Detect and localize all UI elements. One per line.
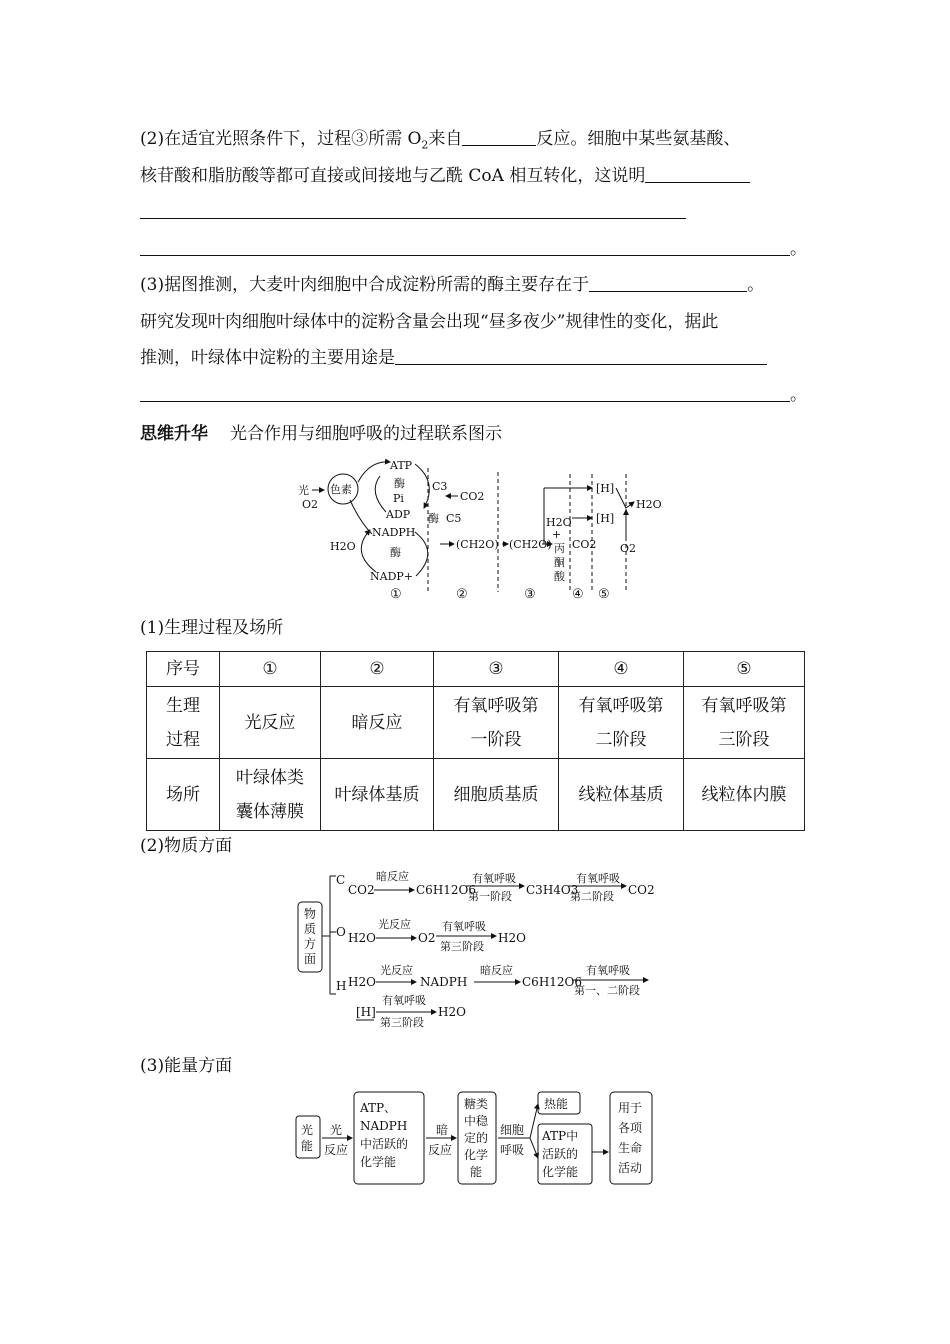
process-diagram bbox=[290, 452, 670, 604]
dark-reaction-text: 暗反应 bbox=[480, 964, 513, 977]
dark-reaction-text: 暗反应 bbox=[376, 870, 409, 883]
answer-blank[interactable] bbox=[140, 237, 790, 256]
section-heading bbox=[140, 422, 502, 446]
light-reaction-text: 光反应 bbox=[378, 918, 411, 931]
arrow-label: 反应 bbox=[428, 1143, 453, 1157]
q2-line-1: (2)在适宜光照条件下，过程③所需 $O_2$来自 反应。细胞中某些氨基酸、 bbox=[140, 129, 741, 152]
box-text: 活动 bbox=[618, 1161, 643, 1175]
stage-text: 第三阶段 bbox=[380, 1016, 424, 1029]
enzyme-text: 酶 bbox=[394, 477, 405, 490]
box-char: 方 bbox=[304, 937, 317, 951]
table-cell: 暗反应 bbox=[321, 687, 434, 759]
h-label: H bbox=[336, 979, 347, 993]
box-text: 生命 bbox=[618, 1141, 643, 1155]
answer-blank[interactable] bbox=[462, 127, 536, 146]
h-text-1: [H] bbox=[596, 482, 615, 495]
table-row bbox=[147, 652, 805, 687]
heat-text: 热能 bbox=[544, 1097, 569, 1111]
table-cell: 光反应 bbox=[220, 687, 321, 759]
table-cell: ④ bbox=[559, 652, 684, 687]
table-cell: 细胞质基质 bbox=[434, 759, 559, 831]
arrow-label: 反应 bbox=[324, 1143, 349, 1157]
answer-blank[interactable] bbox=[645, 164, 750, 183]
box-text: 中稳 bbox=[464, 1114, 489, 1128]
answer-blank[interactable] bbox=[395, 346, 767, 365]
h2o-text: H2O bbox=[330, 540, 356, 553]
ch2o-text-1: (CH2O) bbox=[456, 538, 499, 551]
enzyme-text-2: 酶 bbox=[390, 546, 401, 559]
energy-diagram bbox=[294, 1088, 658, 1188]
h2o-text: H2O bbox=[498, 931, 526, 945]
stage-text: 第一阶段 bbox=[468, 890, 512, 903]
arrow-label: 细胞 bbox=[500, 1123, 525, 1137]
table-cell: ⑤ bbox=[684, 652, 805, 687]
aerobic-text: 有氧呼吸 bbox=[382, 994, 426, 1007]
q2-line-4: 。 bbox=[140, 237, 807, 261]
table-cell: 场所 bbox=[147, 759, 220, 831]
co2-text: CO2 bbox=[460, 490, 485, 503]
stage-label-2: ② bbox=[456, 587, 468, 602]
table-cell: 序号 bbox=[147, 652, 220, 687]
table-row bbox=[147, 687, 805, 759]
table-cell: 线粒体内膜 bbox=[684, 759, 805, 831]
stage-text: 第二阶段 bbox=[570, 890, 614, 903]
aerobic-text: 有氧呼吸 bbox=[576, 872, 620, 885]
table-cell: 有氧呼吸第 二阶段 bbox=[559, 687, 684, 759]
box-text: 化学 bbox=[464, 1148, 489, 1162]
ch2o-text-2: (CH2O) bbox=[509, 538, 552, 551]
box-text: ATP、 bbox=[360, 1101, 397, 1115]
glucose-text: C6H12O6 bbox=[522, 975, 583, 989]
box-char: 面 bbox=[304, 952, 317, 966]
table-cell: ① bbox=[220, 652, 321, 687]
box-text: 糖类 bbox=[464, 1097, 489, 1111]
box-text: 各项 bbox=[618, 1121, 643, 1135]
box-char: 质 bbox=[304, 922, 317, 936]
q3-line-4: 。 bbox=[140, 383, 807, 407]
co2-text: CO2 bbox=[348, 883, 375, 897]
o2-text: O2 bbox=[302, 498, 319, 511]
h-text-2: [H] bbox=[596, 512, 615, 525]
box-char: 光 bbox=[301, 1123, 314, 1137]
box-text: 化学能 bbox=[542, 1165, 579, 1179]
h2o-text-2: H2O bbox=[546, 516, 572, 529]
box-text: 用于 bbox=[618, 1101, 643, 1115]
stage-text: 第一、二阶段 bbox=[574, 984, 640, 997]
box-text: NADPH bbox=[360, 1119, 408, 1133]
h2o-text: H2O bbox=[348, 975, 376, 989]
q2-line-3 bbox=[140, 200, 686, 224]
table-cell: 叶绿体基质 bbox=[321, 759, 434, 831]
stage-label-5: ⑤ bbox=[598, 587, 610, 602]
q3-line-1: (3)据图推测，大麦叶肉细胞中合成淀粉所需的酶主要存在于 。 bbox=[140, 275, 765, 295]
table-cell: 有氧呼吸第 一阶段 bbox=[434, 687, 559, 759]
enzyme-text-3: 酶 bbox=[428, 512, 439, 525]
c-label: C bbox=[336, 873, 346, 887]
plus-text: + bbox=[552, 528, 562, 541]
adp-text: ADP bbox=[386, 508, 411, 521]
q2-line-2: 核苷酸和脂肪酸等都可直接或间接地与乙酰 CoA 相互转化，这说明 bbox=[140, 164, 750, 188]
co2-text-2: CO2 bbox=[572, 538, 597, 551]
c3-text: C3 bbox=[432, 480, 448, 493]
pyruvate-char-3: 酸 bbox=[554, 570, 565, 583]
box-char: 物 bbox=[304, 907, 317, 921]
h-bracket-text: [H] bbox=[356, 1005, 376, 1019]
stage-text: 第三阶段 bbox=[440, 940, 484, 953]
aerobic-text: 有氧呼吸 bbox=[472, 872, 516, 885]
h2o-text: H2O bbox=[348, 931, 376, 945]
material-diagram bbox=[296, 866, 666, 1032]
box-text: 能 bbox=[470, 1165, 483, 1179]
h2o-text: H2O bbox=[438, 1005, 466, 1019]
table-cell: 生理 过程 bbox=[147, 687, 220, 759]
light-text: 光 bbox=[298, 484, 309, 497]
box-text: ATP中 bbox=[542, 1129, 579, 1143]
material-caption: (2)物质方面 bbox=[140, 836, 233, 856]
pigment-text: 色素 bbox=[330, 483, 352, 496]
light-reaction-text: 光反应 bbox=[380, 964, 413, 977]
process-table bbox=[146, 651, 805, 831]
q3-line-2: 研究发现叶肉细胞叶绿体中的淀粉含量会出现“昼多夜少”规律性的变化，据此 bbox=[140, 312, 719, 332]
table-cell: 线粒体基质 bbox=[559, 759, 684, 831]
arrow-label: 暗 bbox=[436, 1123, 449, 1137]
pyruvate-char-2: 酮 bbox=[554, 556, 565, 569]
answer-blank[interactable] bbox=[589, 273, 747, 292]
table-cell: 有氧呼吸第 三阶段 bbox=[684, 687, 805, 759]
table-row bbox=[147, 759, 805, 831]
pyruvic-text: C3H4O3 bbox=[526, 883, 579, 897]
table-cell: 叶绿体类 囊体薄膜 bbox=[220, 759, 321, 831]
arrow-label: 光 bbox=[330, 1123, 343, 1137]
table-caption: (1)生理过程及场所 bbox=[140, 618, 284, 638]
o2-text: O2 bbox=[418, 931, 436, 945]
pi-text: Pi bbox=[393, 492, 404, 505]
stage-label-1: ① bbox=[390, 587, 402, 602]
glucose-text: C6H12O6 bbox=[416, 883, 477, 897]
o-label: O bbox=[336, 925, 346, 939]
box-text: 化学能 bbox=[360, 1155, 397, 1169]
h2o-text-3: H2O bbox=[636, 498, 662, 511]
answer-blank[interactable] bbox=[140, 200, 686, 219]
atp-text: ATP bbox=[390, 459, 413, 472]
box-text: 活跃的 bbox=[542, 1147, 579, 1161]
co2-text: CO2 bbox=[628, 883, 655, 897]
arrow-label: 呼吸 bbox=[500, 1143, 525, 1157]
o2-text-2: O2 bbox=[620, 542, 637, 555]
c5-text: C5 bbox=[446, 512, 462, 525]
answer-blank[interactable] bbox=[140, 383, 790, 402]
nadph-text: NADPH bbox=[420, 975, 468, 989]
nadph-text: NADPH bbox=[372, 526, 416, 539]
energy-caption: (3)能量方面 bbox=[140, 1056, 233, 1076]
box-text: 定的 bbox=[464, 1131, 489, 1145]
stage-label-4: ④ bbox=[572, 587, 584, 602]
q3-line-3: 推测，叶绿体中淀粉的主要用途是 bbox=[140, 346, 767, 370]
heading-label: 思维升华 bbox=[140, 424, 208, 444]
box-text: 中活跃的 bbox=[360, 1137, 409, 1151]
heading-subtitle: 光合作用与细胞呼吸的过程联系图示 bbox=[230, 424, 502, 444]
nadp-text: NADP+ bbox=[370, 570, 414, 583]
aerobic-text: 有氧呼吸 bbox=[586, 964, 630, 977]
table-cell: ② bbox=[321, 652, 434, 687]
aerobic-text: 有氧呼吸 bbox=[442, 920, 486, 933]
pyruvate-char-1: 丙 bbox=[554, 542, 565, 555]
table-cell: ③ bbox=[434, 652, 559, 687]
stage-label-3: ③ bbox=[524, 587, 536, 602]
box-char: 能 bbox=[301, 1139, 314, 1153]
